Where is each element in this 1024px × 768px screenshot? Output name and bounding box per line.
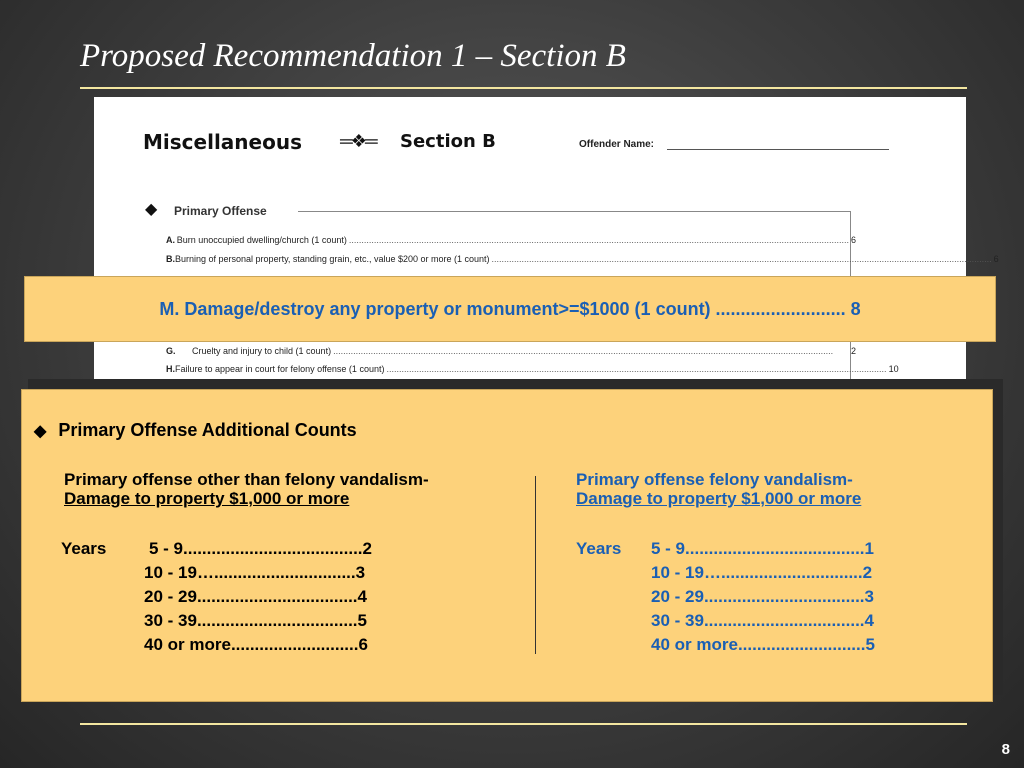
column-divider (535, 476, 536, 654)
row-letter: B. (166, 254, 175, 264)
row-leader: ........................................................................................................................................................................................................ (491, 254, 992, 264)
panel-heading (34, 420, 357, 441)
row-points: 4 (864, 611, 874, 630)
primary-offense-label: Primary Offense (174, 204, 267, 218)
form-document (94, 97, 999, 397)
row-leader: ...................................... (685, 539, 865, 558)
row-leader: ….............................. (703, 563, 863, 582)
row-letter: H. (166, 364, 175, 374)
year-range: 20 - 29 (651, 587, 704, 606)
year-range: 5 - 9 (651, 539, 686, 558)
row-description: Failure to appear in court for felony offense (1 count) (175, 364, 385, 374)
year-range: 10 - 19 (144, 563, 197, 582)
row-leader: ...................................... (183, 539, 363, 558)
row-points: 5 (865, 635, 875, 654)
row-points: 6 (993, 254, 999, 264)
row-leader: ........................... (230, 635, 359, 654)
right-year-row (651, 539, 874, 559)
row-leader: ........................................................................................................................................................................................................ (348, 235, 849, 245)
row-points: 6 (358, 635, 368, 654)
row-points: 3 (355, 563, 366, 582)
offender-name-label: Offender Name: (579, 139, 655, 150)
row-points: 4 (357, 587, 367, 606)
row-leader: ….............................. (196, 563, 356, 582)
page-number: 8 (1001, 741, 1010, 758)
year-range: 30 - 39 (651, 611, 704, 630)
row-leader: ........................... (737, 635, 866, 654)
left-column-title (64, 470, 429, 508)
form-row (166, 364, 899, 378)
year-range: 40 or more (651, 635, 738, 654)
right-year-row (651, 563, 872, 583)
row-points: 6 (850, 235, 856, 245)
form-row (166, 235, 856, 249)
row-letter: A. (166, 235, 175, 245)
slide-title: Proposed Recommendation 1 – Section B (80, 38, 626, 74)
year-range: 40 or more (144, 635, 231, 654)
right-column-title (576, 470, 861, 508)
section-rule (298, 211, 851, 212)
right-title-line1: Primary offense felony vandalism- (576, 470, 853, 489)
row-description: Cruelty and injury to child (1 count) (192, 346, 332, 356)
year-range: 20 - 29 (144, 587, 197, 606)
panel-heading-text: Primary Offense Additional Counts (58, 420, 357, 440)
row-points: 2 (850, 346, 856, 356)
row-description: Burning of personal property, standing grain, etc., value $200 or more (1 count) (175, 254, 490, 264)
right-year-row (651, 587, 874, 607)
form-row (166, 254, 999, 268)
title-underline (80, 87, 967, 89)
diamond-bullet-icon: ◆ (145, 201, 158, 218)
left-title-line1: Primary offense other than felony vandalism- (64, 470, 429, 489)
year-range: 10 - 19 (651, 563, 704, 582)
row-points: 10 (888, 364, 899, 374)
left-year-row (144, 611, 367, 631)
ornament-icon: ═❖═ (340, 131, 376, 151)
recommendation-m-box (24, 276, 996, 342)
form-section-label: Section B (400, 131, 496, 152)
right-years-label: Years (576, 539, 622, 558)
year-range: 30 - 39 (144, 611, 197, 630)
diamond-bullet-icon: ◆ (34, 423, 47, 440)
form-heading: Miscellaneous (143, 130, 302, 154)
row-description: Burn unoccupied dwelling/church (1 count) (176, 235, 347, 245)
row-points: 2 (862, 563, 873, 582)
row-leader: .................................. (196, 611, 358, 630)
row-letter: G. (166, 346, 176, 356)
year-range: 5 - 9 (149, 539, 184, 558)
right-year-row (651, 635, 875, 655)
row-points: 2 (362, 539, 372, 558)
left-title-line2: Damage to property $1,000 or more (64, 489, 350, 508)
left-year-row (149, 539, 372, 559)
left-year-row (144, 635, 368, 655)
row-leader: .................................. (196, 587, 358, 606)
offender-name-line (667, 149, 889, 150)
row-points: 5 (357, 611, 367, 630)
left-years-label: Years (61, 539, 107, 558)
row-leader: ........................................................................................................................................................................................................ (333, 346, 834, 356)
footer-rule (80, 723, 967, 725)
left-year-row (144, 563, 365, 583)
right-title-line2: Damage to property $1,000 or more (576, 489, 862, 508)
row-points: 1 (864, 539, 874, 558)
row-leader: .................................. (703, 587, 865, 606)
additional-counts-panel (21, 389, 993, 702)
row-points: 3 (864, 587, 874, 606)
row-leader: .................................. (703, 611, 865, 630)
left-year-row (144, 587, 367, 607)
recommendation-m-text: M. Damage/destroy any property or monument>=$1000 (1 count) .......................... 8 (159, 298, 861, 319)
right-year-row (651, 611, 874, 631)
row-leader: ........................................................................................................................................................................................................ (386, 364, 887, 374)
form-row (166, 346, 856, 360)
